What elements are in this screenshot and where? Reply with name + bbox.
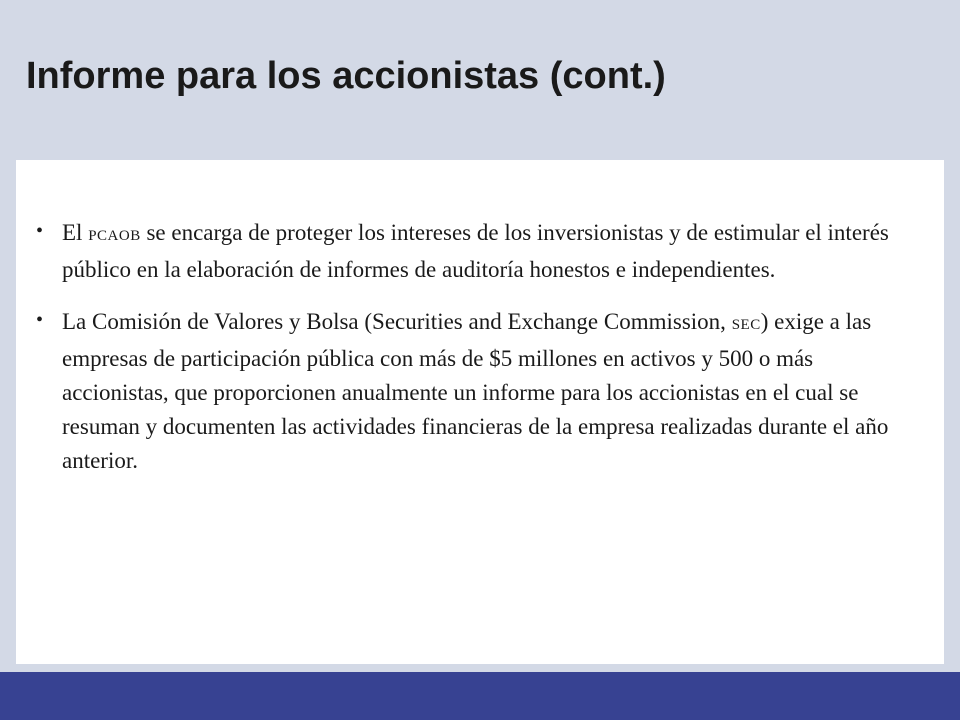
- content-panel: [16, 160, 944, 664]
- bullet-item-pcaob: [36, 216, 906, 287]
- bullet-item-sec: [36, 305, 906, 478]
- bullet-prefix: El: [62, 220, 89, 245]
- bullet-marker: •: [36, 309, 44, 331]
- slide-title: Informe para los accionistas (cont.): [26, 55, 666, 97]
- bullet-prefix: La Comisión de Valores y Bolsa (Securities and Exchange Commission,: [62, 309, 732, 334]
- bullet-list: [36, 216, 906, 496]
- abbreviation-sec: SEC: [731, 317, 761, 333]
- bullet-marker: •: [36, 220, 44, 242]
- bullet-text: ) exige a las empresas de participación pública con más de $5 millones en activos y 500 o más accionistas, que proporcionen anualmente un informe para los accionistas en el cual se resuman y documenten las actividades financieras de la empresa realizadas durante el año anterior.: [62, 309, 889, 473]
- bullet-text: se encarga de proteger los intereses de los inversionistas y de estimular el interés público en la elaboración de informes de auditoría honestos e independientes.: [62, 220, 889, 282]
- footer-bar: [0, 672, 960, 720]
- abbreviation-pcaob: PCAOB: [88, 228, 141, 244]
